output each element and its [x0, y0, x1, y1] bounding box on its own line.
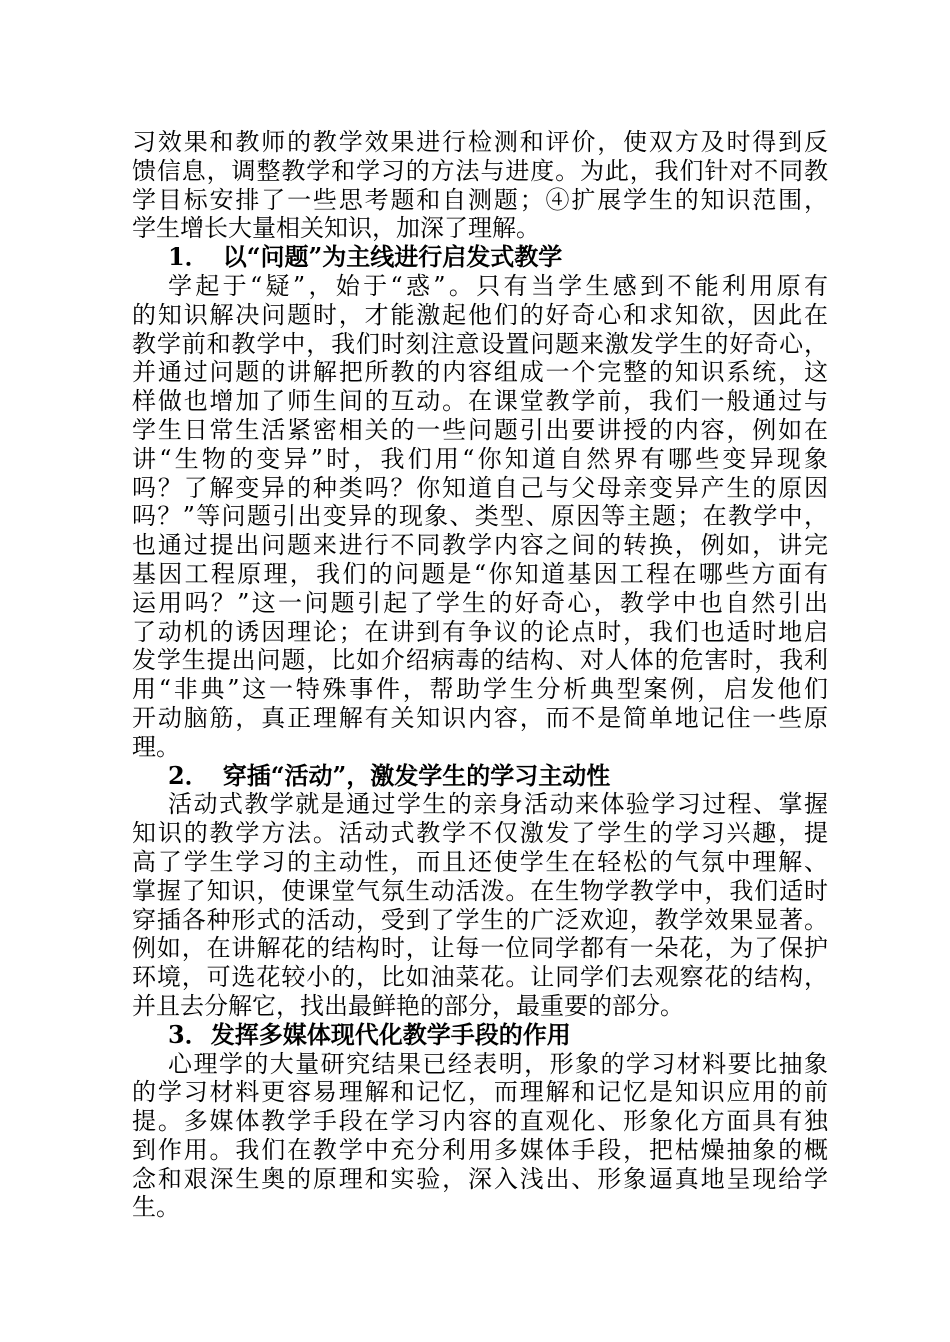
section-3-heading — [132, 1021, 828, 1050]
text-line: 并通过问题的讲解把所教的内容组成一个完整的知识系统，这 — [132, 358, 828, 387]
section-title: 以“问题”为主线进行启发式教学 — [222, 242, 563, 272]
text-line: 提。多媒体教学手段在学习内容的直观化、形象化方面具有独 — [132, 1107, 828, 1136]
text-line: 用“非典”这一特殊事件，帮助学生分析典型案例，启发他们 — [132, 675, 828, 704]
section-title: 穿插“活动”，激发学生的学习主动性 — [222, 760, 611, 790]
text-line: 开动脑筋，真正理解有关知识内容，而不是简单地记住一些原 — [132, 703, 828, 732]
text-line: 发学生提出问题，比如介绍病毒的结构、对人体的危害时，我利 — [132, 646, 828, 675]
text-line: 运用吗？”这一问题引起了学生的好奇心，教学中也自然引出 — [132, 588, 828, 617]
text-line: 掌握了知识，使课堂气氛生动活泼。在生物学教学中，我们适时 — [132, 876, 828, 905]
text-line: 环境，可选花较小的，比如油菜花。让同学们去观察花的结构， — [132, 963, 828, 992]
section-3-paragraph — [132, 1050, 828, 1223]
text-line: 了动机的诱因理论；在讲到有争议的论点时，我们也适时地启 — [132, 617, 828, 646]
text-line: 的知识解决问题时，才能激起他们的好奇心和求知欲，因此在 — [132, 300, 828, 329]
text-line: 学起于“疑”，始于“惑”。只有当学生感到不能利用原有 — [168, 271, 828, 300]
text-line: 心理学的大量研究结果已经表明，形象的学习材料要比抽象 — [168, 1049, 828, 1078]
section-1-paragraph — [132, 272, 828, 762]
section-1-heading — [132, 243, 828, 272]
section-2-paragraph — [132, 790, 828, 1020]
text-line: 学生日常生活紧密相关的一些问题引出要讲授的内容，例如在 — [132, 415, 828, 444]
section-title: 发挥多媒体现代化教学手段的作用 — [210, 1019, 571, 1049]
intro-paragraph — [132, 128, 828, 243]
text-line: 学生增长大量相关知识，加深了理解。 — [132, 214, 540, 243]
text-line: 样做也增加了师生间的互动。在课堂教学前，我们一般通过与 — [132, 387, 828, 416]
text-line: 知识的教学方法。活动式教学不仅激发了学生的学习兴趣，提 — [132, 819, 828, 848]
text-line: 到作用。我们在教学中充分利用多媒体手段，把枯燥抽象的概 — [132, 1135, 828, 1164]
text-line: 基因工程原理，我们的问题是“你知道基因工程在哪些方面有 — [132, 559, 828, 588]
section-number: 2． — [168, 760, 209, 790]
text-line: 例如，在讲解花的结构时，让每一位同学都有一朵花，为了保护 — [132, 934, 828, 963]
text-line: 也通过提出问题来进行不同教学内容之间的转换，例如，讲完 — [132, 531, 828, 560]
text-line: 习效果和教师的教学效果进行检测和评价，使双方及时得到反 — [132, 128, 828, 156]
text-line: 穿插各种形式的活动，受到了学生的广泛欢迎，教学效果显著。 — [132, 905, 828, 934]
text-line: 吗？了解变异的种类吗？你知道自己与父母亲变异产生的原因 — [132, 473, 828, 502]
section-2-heading — [132, 762, 828, 791]
section-number: 1． — [168, 242, 209, 272]
text-line: 高了学生学习的主动性，而且还使学生在轻松的气氛中理解、 — [132, 847, 828, 876]
text-line: 讲“生物的变异”时，我们用“你知道自然界有哪些变异现象 — [132, 444, 828, 473]
text-line: 吗？”等问题引出变异的现象、类型、原因等主题；在教学中， — [132, 502, 828, 531]
text-line: 理。 — [132, 732, 180, 761]
section-number: 3． — [168, 1019, 209, 1049]
text-line: 活动式教学就是通过学生的亲身活动来体验学习过程、掌握 — [168, 790, 828, 819]
text-line: 教学前和教学中，我们时刻注意设置问题来激发学生的好奇心， — [132, 329, 828, 358]
document-page — [132, 128, 828, 1222]
text-line: 的学习材料更容易理解和记忆，而理解和记忆是知识应用的前 — [132, 1078, 828, 1107]
text-line: 学目标安排了一些思考题和自测题；④扩展学生的知识范围， — [132, 185, 828, 214]
text-line: 馈信息，调整教学和学习的方法与进度。为此，我们针对不同教 — [132, 156, 828, 185]
text-line: 并且去分解它，找出最鲜艳的部分，最重要的部分。 — [132, 991, 684, 1020]
text-line: 生。 — [132, 1193, 180, 1222]
text-line: 念和艰深生奥的原理和实验，深入浅出、形象逼真地呈现给学 — [132, 1164, 828, 1193]
